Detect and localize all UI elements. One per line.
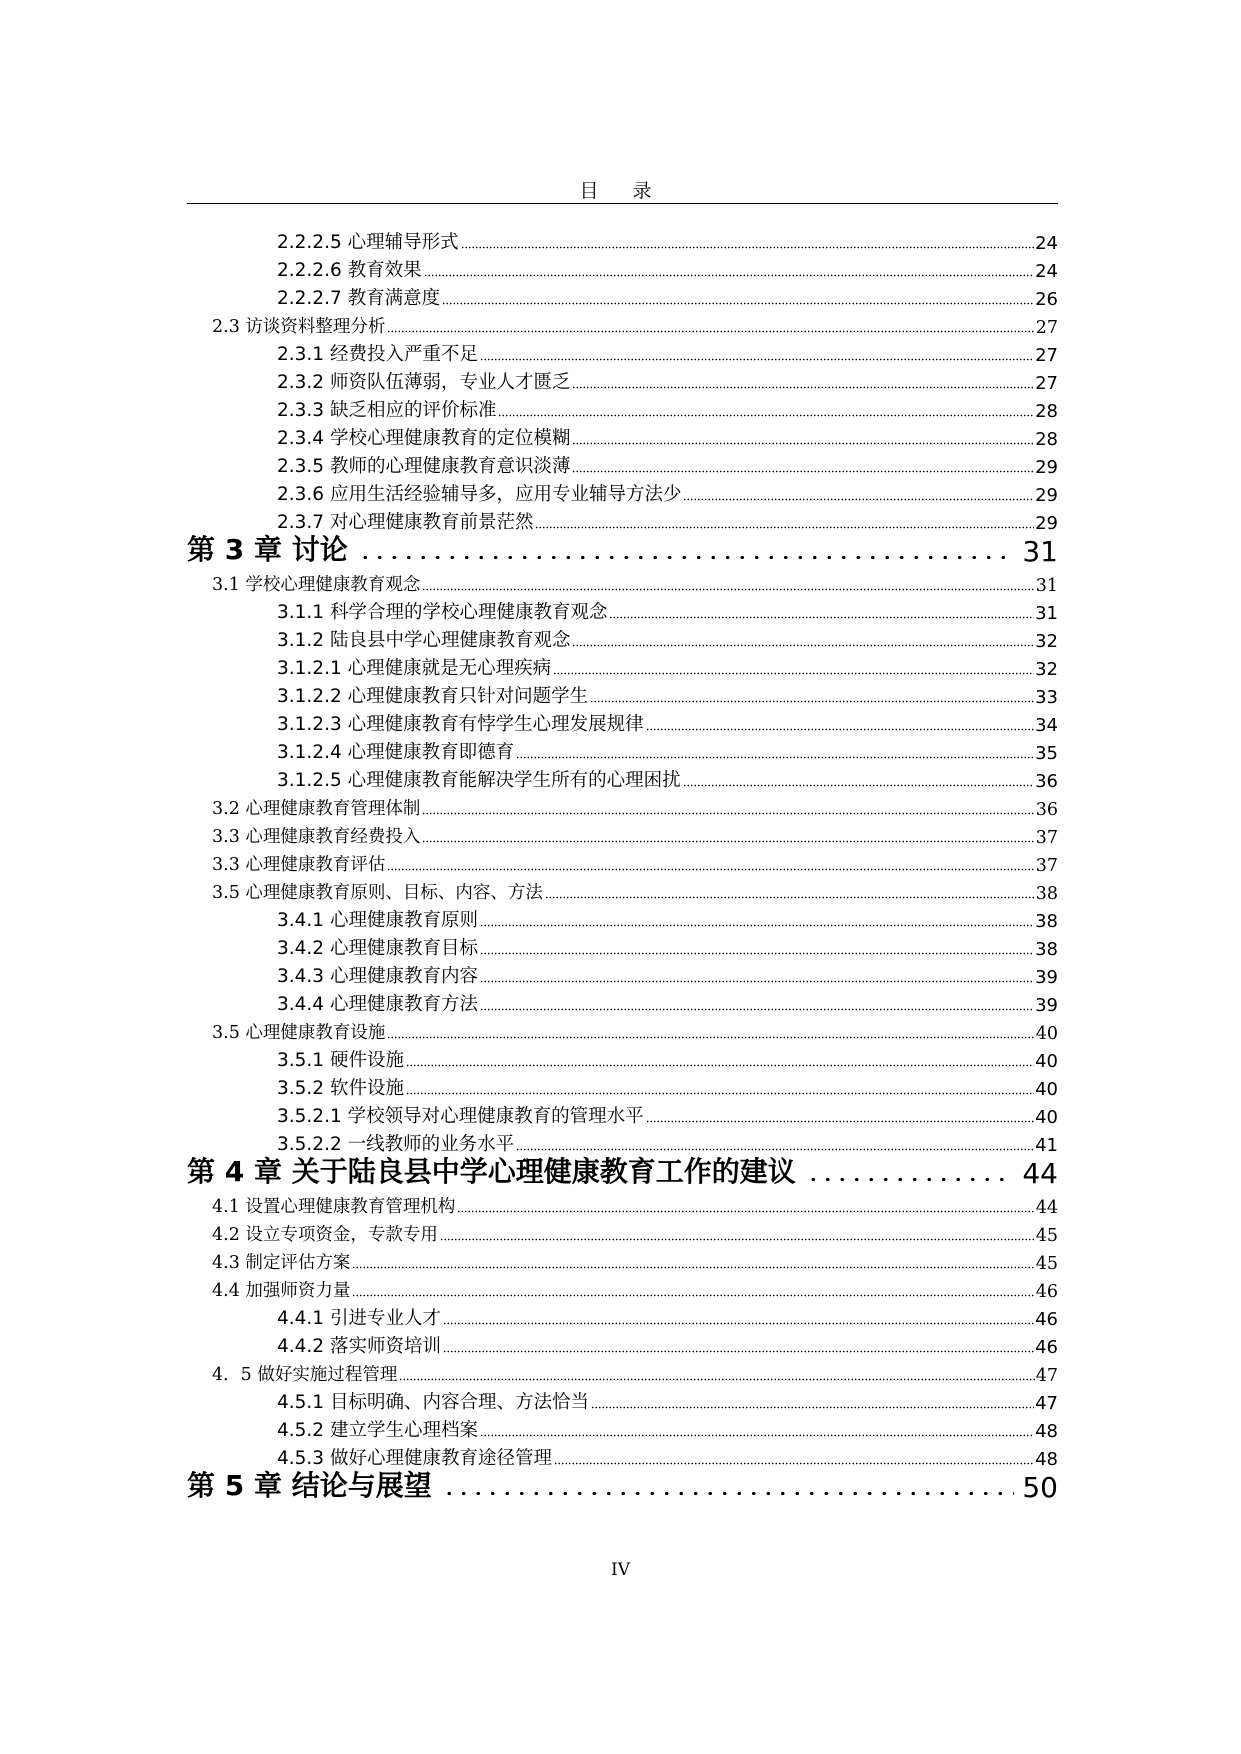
toc-page-number: 47 [1035,1393,1058,1414]
toc-entry[interactable] [187,1190,1058,1218]
toc-entry[interactable] [187,1358,1058,1386]
toc-page-number: 29 [1035,513,1058,534]
toc-page-number: 29 [1035,457,1058,478]
toc-entry[interactable] [187,708,1058,736]
toc-page-number: 38 [1035,884,1058,904]
toc-entry-title: 3.1.2.2 心理健康教育只针对问题学生 [277,686,589,707]
toc-leader-dots [440,1238,1035,1241]
toc-entry[interactable] [187,764,1058,792]
toc-chapter-entry[interactable] [187,1156,1058,1190]
toc-page-number: 35 [1035,743,1058,764]
toc-entry-title: 第 4 章 关于陆良县中学心理健康教育工作的建议 [187,1155,796,1188]
toc-page-number: 46 [1035,1337,1058,1358]
toc-page-number: 28 [1035,401,1058,422]
toc-entry[interactable] [187,310,1058,338]
toc-leader-dots [553,672,1034,675]
toc-entry-title: 2.3.3 缺乏相应的评价标准 [277,400,497,421]
toc-page-number: 29 [1035,485,1058,506]
toc-leader-dots [422,812,1034,815]
toc-leader-dots [457,1210,1034,1213]
toc-entry[interactable] [187,338,1058,366]
toc-entry[interactable] [187,1386,1058,1414]
toc-leader-dots [646,728,1034,731]
toc-leader-dots [422,840,1034,843]
toc-entry-title: 3.1.2.5 心理健康教育能解决学生所有的心理困扰 [277,770,681,791]
toc-entry-title: 3.1.2.4 心理健康教育即德育 [277,742,515,763]
toc-entry-title: 4.4.1 引进专业人才 [277,1308,441,1329]
toc-entry-title: 3.3 心理健康教育评估 [212,855,386,875]
toc-entry-title: 4.4.2 落实师资培训 [277,1336,441,1357]
toc-entry-title: 4.2 设立专项资金，专款专用 [212,1225,438,1245]
toc-entry[interactable] [187,988,1058,1016]
toc-page-number: 40 [1035,1107,1058,1128]
toc-entry-title: 3.5 心理健康教育原则、目标、内容、方法 [212,883,543,903]
toc-entry[interactable] [187,932,1058,960]
toc-entry-title: 3.1.2.1 心理健康就是无心理疾病 [277,658,552,679]
toc-entry[interactable] [187,422,1058,450]
toc-leader-dots [406,1092,1034,1095]
toc-page-number: 27 [1035,373,1058,394]
toc-entry-title: 2.2.2.7 教育满意度 [277,288,441,309]
toc-entry[interactable] [187,876,1058,904]
toc-entry-title: 3.4.2 心理健康教育目标 [277,938,478,959]
toc-page-number: 40 [1035,1079,1058,1100]
toc-leader-dots [399,1378,1034,1381]
toc-entry-title: 2.3.5 教师的心理健康教育意识淡薄 [277,456,571,477]
toc-entry[interactable] [187,596,1058,624]
toc-leader-dots [572,644,1034,647]
toc-page-number: 40 [1035,1024,1058,1044]
toc-entry-title: 3.2 心理健康教育管理体制 [212,799,421,819]
toc-page-number: 48 [1035,1421,1058,1442]
toc-leader-dots [358,555,1015,560]
toc-leader-dots [646,1120,1034,1123]
toc-entry-title: 3.4.3 心理健康教育内容 [277,966,478,987]
toc-leader-dots [480,924,1034,927]
toc-entry[interactable] [187,1274,1058,1302]
toc-leader-dots [442,1491,1015,1496]
toc-page-number: 27 [1035,318,1058,338]
toc-entry[interactable] [187,1414,1058,1442]
toc-page-number: 44 [1022,1157,1058,1190]
toc-page-number: 31 [1022,535,1058,568]
toc-entry-title: 2.3.4 学校心理健康教育的定位模糊 [277,428,571,449]
toc-entry[interactable] [187,1246,1058,1274]
toc-leader-dots [498,414,1034,417]
toc-entry-title: 4.3 制定评估方案 [212,1253,351,1273]
toc-entry-title: 第 3 章 讨论 [187,533,348,566]
toc-entry[interactable] [187,848,1058,876]
toc-leader-dots [352,1294,1034,1297]
toc-entry-title: 2.3.1 经费投入严重不足 [277,344,478,365]
toc-entry-title: 2.3 访谈资料整理分析 [212,317,386,337]
toc-leader-dots [535,526,1034,529]
toc-page-number: 33 [1035,687,1058,708]
toc-entry[interactable] [187,680,1058,708]
toc-entry[interactable] [187,1218,1058,1246]
toc-leader-dots [406,1064,1034,1067]
toc-entry[interactable] [187,960,1058,988]
toc-entry[interactable] [187,568,1058,596]
toc-entry[interactable] [187,450,1058,478]
toc-entry[interactable] [187,282,1058,310]
toc-page-number: 34 [1035,715,1058,736]
toc-page-number: 27 [1035,345,1058,366]
toc-entry-title: 3.1.2 陆良县中学心理健康教育观念 [277,630,571,651]
toc-page-number: 41 [1035,1135,1058,1156]
toc-leader-dots [480,1434,1034,1437]
toc-entry-title: 3.5.2.2 一线教师的业务水平 [277,1134,515,1155]
toc-leader-dots [352,1266,1034,1269]
toc-entry-title: 3.1.2.3 心理健康教育有悖学生心理发展规律 [277,714,644,735]
toc-page-number: 36 [1035,771,1058,792]
toc-page-number: 32 [1035,631,1058,652]
toc-leader-dots [387,330,1034,333]
toc-page-number: 46 [1035,1282,1058,1302]
toc-entry[interactable] [187,394,1058,422]
toc-entry[interactable] [187,226,1058,254]
toc-leader-dots [545,896,1035,899]
toc-leader-dots [480,952,1034,955]
toc-chapter-entry[interactable] [187,1470,1058,1504]
toc-entry[interactable] [187,1044,1058,1072]
toc-page-number: 45 [1035,1254,1058,1274]
page-number: IV [611,1560,630,1580]
toc-page-number: 39 [1035,995,1058,1016]
toc-leader-dots [591,1406,1034,1409]
toc-chapter-entry[interactable] [187,534,1058,568]
toc-page-number: 24 [1035,261,1058,282]
toc-page-number: 45 [1035,1226,1058,1246]
toc-entry-title: 4.4 加强师资力量 [212,1281,351,1301]
toc-leader-dots [572,442,1034,445]
toc-entry-title: 4.5.3 做好心理健康教育途径管理 [277,1448,552,1469]
toc-leader-dots [422,588,1034,591]
toc-entry[interactable] [187,1330,1058,1358]
toc-entry[interactable] [187,254,1058,282]
toc-leader-dots [609,616,1034,619]
toc-entry-title: 4．5 做好实施过程管理 [212,1365,398,1385]
toc-page-number: 32 [1035,659,1058,680]
toc-entry[interactable] [187,652,1058,680]
toc-leader-dots [683,498,1034,501]
toc-page-number: 39 [1035,967,1058,988]
toc-leader-dots [590,700,1034,703]
toc-page-number: 38 [1035,939,1058,960]
toc-entry-title: 2.3.6 应用生活经验辅导多，应用专业辅导方法少 [277,484,682,505]
table-of-contents [187,226,1058,1504]
page-header-title: 目 录 [579,180,666,202]
toc-entry-title: 3.4.1 心理健康教育原则 [277,910,478,931]
toc-entry-title: 2.2.2.5 心理辅导形式 [277,232,459,253]
toc-entry-title: 3.1.1 科学合理的学校心理健康教育观念 [277,602,608,623]
toc-entry[interactable] [187,624,1058,652]
toc-entry-title: 2.3.2 师资队伍薄弱，专业人才匮乏 [277,372,571,393]
toc-entry-title: 3.5.2.1 学校领导对心理健康教育的管理水平 [277,1106,644,1127]
toc-page-number: 31 [1035,576,1058,596]
toc-entry-title: 第 5 章 结论与展望 [187,1469,432,1502]
toc-page-number: 40 [1035,1051,1058,1072]
toc-entry-title: 3.1 学校心理健康教育观念 [212,575,421,595]
toc-entry-title: 3.5.2 软件设施 [277,1078,404,1099]
toc-page-number: 26 [1035,289,1058,310]
toc-page-number: 46 [1035,1309,1058,1330]
toc-page-number: 48 [1035,1449,1058,1470]
toc-entry-title: 4.5.1 目标明确、内容合理、方法恰当 [277,1392,589,1413]
toc-entry[interactable] [187,1072,1058,1100]
toc-leader-dots [461,246,1034,249]
toc-leader-dots [554,1462,1034,1465]
toc-leader-dots [480,980,1034,983]
toc-entry-title: 3.3 心理健康教育经费投入 [212,827,421,847]
toc-page-number: 36 [1035,800,1058,820]
toc-entry[interactable] [187,736,1058,764]
toc-page-number: 24 [1035,233,1058,254]
header-divider [187,203,1058,204]
toc-page-number: 50 [1022,1471,1058,1504]
toc-entry[interactable] [187,904,1058,932]
toc-leader-dots [443,1322,1034,1325]
toc-page-number: 47 [1035,1366,1058,1386]
toc-leader-dots [683,784,1034,787]
toc-entry-title: 4.5.2 建立学生心理档案 [277,1420,478,1441]
toc-page-number: 28 [1035,429,1058,450]
toc-leader-dots [387,1036,1034,1039]
toc-leader-dots [572,470,1034,473]
toc-entry-title: 3.5.1 硬件设施 [277,1050,404,1071]
toc-leader-dots [442,302,1034,305]
toc-leader-dots [572,386,1034,389]
toc-entry-title: 3.5 心理健康教育设施 [212,1023,386,1043]
toc-leader-dots [424,274,1034,277]
toc-page-number: 31 [1035,603,1058,624]
toc-page-number: 44 [1035,1198,1058,1218]
toc-leader-dots [480,1008,1034,1011]
toc-page-number: 37 [1035,828,1058,848]
toc-entry[interactable] [187,478,1058,506]
toc-entry[interactable] [187,1302,1058,1330]
toc-entry[interactable] [187,792,1058,820]
toc-leader-dots [387,868,1034,871]
toc-entry[interactable] [187,1100,1058,1128]
toc-entry-title: 4.1 设置心理健康教育管理机构 [212,1197,456,1217]
toc-entry[interactable] [187,366,1058,394]
toc-leader-dots [806,1177,1015,1182]
toc-page-number: 38 [1035,911,1058,932]
toc-entry-title: 2.3.7 对心理健康教育前景茫然 [277,512,534,533]
toc-leader-dots [516,756,1034,759]
toc-entry[interactable] [187,820,1058,848]
toc-leader-dots [443,1350,1034,1353]
toc-leader-dots [480,358,1034,361]
toc-entry-title: 2.2.2.6 教育效果 [277,260,422,281]
toc-entry-title: 3.4.4 心理健康教育方法 [277,994,478,1015]
toc-page-number: 37 [1035,856,1058,876]
toc-entry[interactable] [187,1016,1058,1044]
